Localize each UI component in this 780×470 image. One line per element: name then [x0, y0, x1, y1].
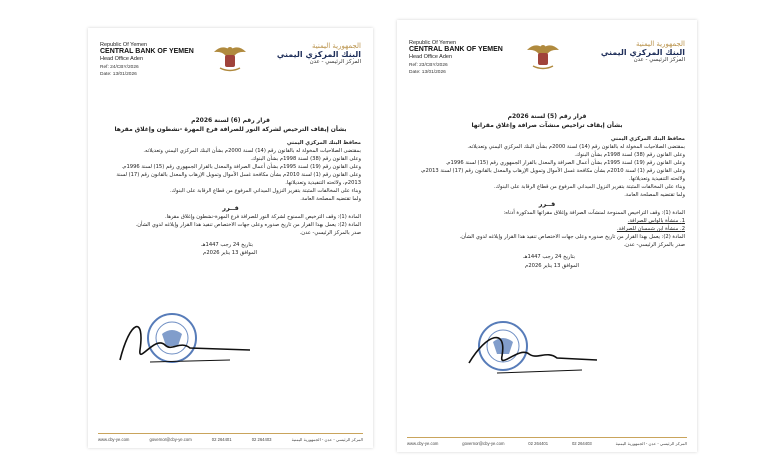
arabic-letterhead — [601, 40, 685, 63]
arabic-republic: الجمهورية اليمنية — [635, 40, 685, 48]
preamble-2: وعلى القانون رقم (38) لسنة 1998م بشأن البنوك. — [250, 155, 361, 162]
document-date: Date: 13/01/2026 — [409, 70, 446, 76]
arabic-republic: الجمهورية اليمنية — [311, 42, 361, 50]
decree-subject: بشأن إيقاف الترخيص لشركة النور للصرافة فرع المهرة -نشطون وإغلاق مقرها — [114, 126, 347, 134]
preamble-6: ولما تقتضيه المصلحة العامة. — [300, 196, 361, 203]
preamble-2: وعلى القانون رقم (38) لسنة 1998م بشأن البنوك. — [574, 151, 685, 158]
decision-heading: قــرر — [222, 204, 239, 213]
preamble-4: وعلى القانون رقم (1) لسنة 2010م بشأن مكافحة غسل الأموال وتمويل الإرهاب والمعدل بالقانون رقم (17) لسنة 2013م، ولائحته التنفيذية وتعديلاتها. — [420, 167, 685, 182]
arabic-office: المركز الرئيسي - عدن — [633, 57, 685, 63]
issued-at: صدر بالمركز الرئيسي- عدن. — [299, 230, 361, 237]
footer-website: www.cby-ye.com — [407, 441, 439, 446]
preamble-1: بمقتضى الصلاحيات المخولة له بالقانون رقم (14) لسنة 2000م بشأن البنك المركزي اليمني وتعديلاته. — [143, 147, 361, 154]
footer-email: governor@cby-ye.com — [462, 441, 505, 446]
reference-number: Ref: 24/CBY/2026 — [100, 64, 139, 70]
footer-fax: 02 264403 — [571, 441, 592, 446]
article-1: المادة (1): وقف الترخيص الممنوح لشركة النور للصرافة فرع المهرة-نشطون وإغلاق مقرها. — [164, 214, 361, 221]
governor-signature-icon — [110, 310, 260, 380]
english-republic: Republic Of Yemen — [409, 40, 457, 46]
page-footer — [407, 437, 687, 446]
english-republic: Republic Of Yemen — [100, 42, 148, 48]
footer-email: governor@cby-ye.com — [149, 437, 192, 442]
footer-fax: 02 264403 — [251, 437, 272, 442]
preamble-5: وبناء على المخالفات المثبتة بتقرير النزول الميداني المرفوع من قطاع الرقابة على البنوك. — [494, 183, 685, 190]
english-office: Head Office Aden — [409, 54, 453, 61]
footer-website: www.cby-ye.com — [98, 437, 130, 442]
list-item: 2. منشأة ابن شمسان للصرافة. — [616, 226, 685, 233]
preamble-1: بمقتضى الصلاحيات المخولة له بالقانون رقم (14) لسنة 2000م بشأن البنك المركزي اليمني وتعديلاته. — [467, 143, 685, 150]
decision-heading: قــرر — [538, 200, 556, 209]
governor-heading: محافظ البنك المركزي اليمني — [610, 135, 685, 142]
decree-subject: بشأن إيقاف تراخيص منشآت صرافة وإغلاق مقراتها — [471, 122, 623, 130]
english-letterhead — [409, 40, 503, 76]
decree-document-left — [88, 28, 373, 448]
issued-at: صدر بالمركز الرئيسي- عدن. — [623, 242, 685, 249]
english-office: Head Office Aden — [100, 56, 144, 63]
decree-title: قرار رقم (6) لسنة 2026م — [191, 117, 270, 124]
footer-address: المركز الرئيسي - عدن - الجمهورية اليمنية — [615, 441, 687, 446]
document-date: Date: 13/01/2026 — [100, 72, 137, 78]
preamble-3: وعلى القانون رقم (19) لسنة 1995م بشأن أعمال الصرافة والمعدل بالقرار الجمهوري رقم (15) لسنة 1996م. — [121, 163, 361, 170]
hijri-date: بتاريخ 24 رجب 1447هـ — [201, 242, 253, 249]
preamble-5: وبناء على المخالفات المثبتة بتقرير النزول الميداني المرفوع من قطاع الرقابة على البنوك. — [170, 187, 361, 194]
article-2: المادة (2): يعمل بهذا القرار من تاريخ صدوره وعلى جهات الاختصاص تنفيذ هذا القرار وإبلاغه لذوي الشأن. — [135, 222, 361, 229]
decree-body — [409, 112, 685, 270]
article-2: المادة (2): يعمل بهذا القرار من تاريخ صدوره وعلى جهات الاختصاص تنفيذ هذا القرار وإبلاغه لذوي الشأن. — [459, 234, 685, 241]
governor-heading: محافظ البنك المركزي اليمني — [286, 139, 361, 146]
english-bank-name: CENTRAL BANK OF YEMEN — [100, 48, 194, 56]
gregorian-date: الموافق 13 يناير 2026م — [203, 250, 257, 257]
hijri-date: بتاريخ 24 رجب 1447هـ — [523, 254, 575, 261]
yemen-emblem-icon — [212, 42, 248, 74]
decree-title: قرار رقم (5) لسنة 2026م — [507, 113, 587, 120]
preamble-3: وعلى القانون رقم (19) لسنة 1995م بشأن أعمال الصرافة والمعدل بالقرار الجمهوري رقم (15) لسنة 1996م. — [445, 159, 685, 166]
footer-phone: 02 264401 — [211, 437, 232, 442]
english-bank-name: CENTRAL BANK OF YEMEN — [409, 46, 503, 54]
decree-body — [100, 116, 361, 257]
governor-signature-icon — [457, 318, 607, 388]
footer-address: المركز الرئيسي - عدن - الجمهورية اليمنية — [291, 437, 363, 442]
reference-number: Ref: 23/CBY/2026 — [409, 62, 448, 68]
preamble-4: وعلى القانون رقم (1) لسنة 2010م بشأن مكافحة غسل الأموال وتمويل الإرهاب والمعدل بالقانون رقم (17) لسنة 2013م، ولائحته التنفيذية وتعديلاتها. — [116, 171, 361, 186]
english-letterhead — [100, 42, 194, 78]
footer-phone: 02 264401 — [528, 441, 549, 446]
arabic-office: المركز الرئيسي - عدن — [309, 59, 361, 65]
list-item: 1. منشأة بالواس للصرافة. — [627, 218, 685, 225]
arabic-bank-name: البنك المركزي اليمني — [600, 48, 685, 57]
yemen-emblem-icon — [525, 40, 561, 72]
arabic-letterhead — [277, 42, 361, 65]
page-footer — [98, 433, 363, 442]
article-1: المادة (1): وقف التراخيص الممنوحة لمنشآت الصرافة وإغلاق مقراتها المذكورة أدناه: — [503, 210, 685, 217]
decree-document-right — [397, 20, 697, 452]
arabic-bank-name: البنك المركزي اليمني — [276, 50, 361, 59]
gregorian-date: الموافق 13 يناير 2026م — [525, 262, 579, 269]
preamble-6: ولما تقتضيه المصلحة العامة. — [624, 192, 685, 199]
